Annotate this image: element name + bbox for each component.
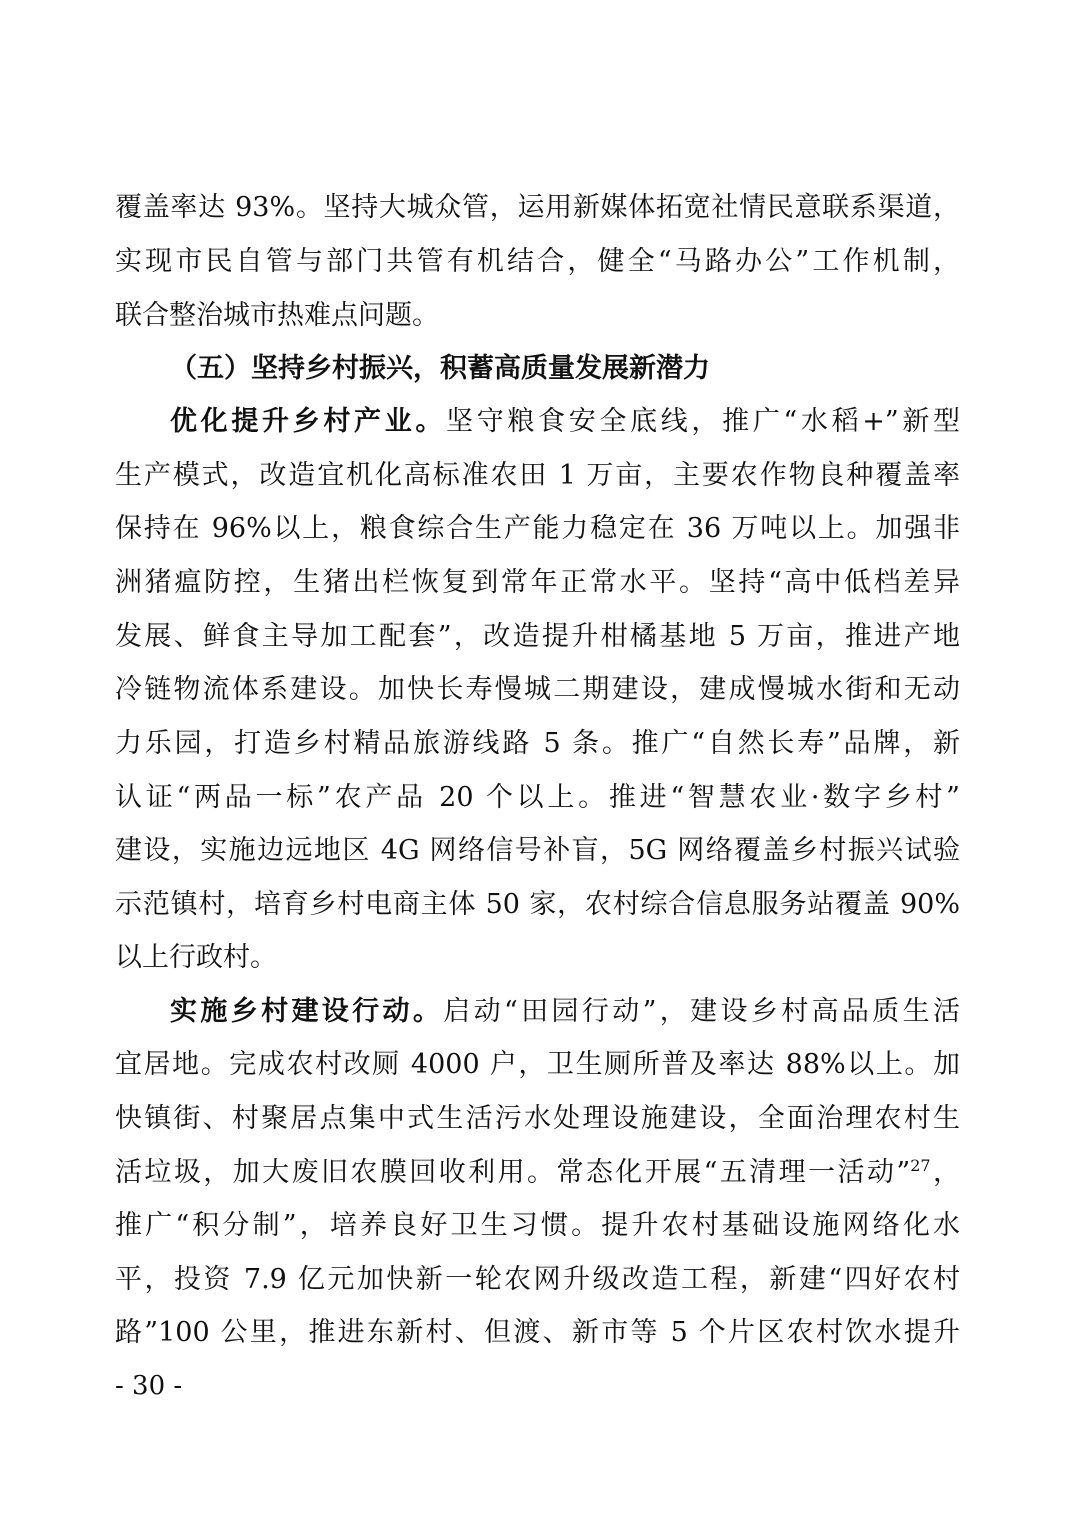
footnote-reference[interactable]: 27 [910,1156,931,1175]
paragraph-lead: 实施乡村建设行动。 [170,996,444,1027]
paragraph-line: 路”100 公里，推进东新村、但渡、新市等 5 个片区农村饮水提升 [115,1317,960,1348]
paragraph-line: 保持在 96%以上，粮食综合生产能力稳定在 36 万吨以上。加强非 [115,513,960,544]
paragraph-line: 发展、鲜食主导加工配套”，改造提升柑橘基地 5 万亩，推进产地 [115,621,960,652]
paragraph-first-line [170,402,960,442]
intro-line: 覆盖率达 93%。坚持大城众管，运用新媒体拓宽社情民意联系渠道， [115,192,960,223]
paragraph-line: 平，投资 7.9 亿元加快新一轮农网升级改造工程，新建“四好农村 [115,1264,960,1295]
paragraph-line [115,1153,960,1193]
paragraph-line: 宜居地。完成农村改厕 4000 户，卫生厕所普及率达 88%以上。加 [115,1049,960,1080]
paragraph-text: 坚守粮食安全底线，推广“水稻+”新型 [446,406,960,437]
paragraph-line: 以上行政村。 [115,942,277,973]
intro-line: 实现市民自管与部门共管有机结合，健全“马路办公”工作机制， [115,246,960,277]
paragraph-lead: 优化提升乡村产业。 [170,406,447,437]
paragraph-line: 洲猪瘟防控，生猪出栏恢复到常年正常水平。坚持“高中低档差异 [115,567,960,598]
paragraph-line: 认证“两品一标”农产品 20 个以上。推进“智慧农业·数字乡村” [115,782,960,813]
paragraph-line: 力乐园，打造乡村精品旅游线路 5 条。推广“自然长寿”品牌，新 [115,728,960,759]
paragraph-text: ， [930,1157,960,1188]
paragraph-line: 推广“积分制”，培养良好卫生习惯。提升农村基础设施网络化水 [115,1210,960,1241]
paragraph-line: 建设，实施边远地区 4G 网络信号补盲，5G 网络覆盖乡村振兴试验 [115,835,960,866]
paragraph-text: 活垃圾，加大废旧农膜回收利用。常态化开展“五清理一活动” [115,1157,911,1188]
paragraph-line: 生产模式，改造宜机化高标准农田 1 万亩，主要农作物良种覆盖率 [115,460,960,491]
intro-line: 联合整治城市热难点问题。 [115,300,439,331]
paragraph-first-line [170,992,960,1032]
paragraph-text: 启动“田园行动”，建设乡村高品质生活 [443,996,960,1027]
page-number: - 30 - [115,1371,183,1401]
paragraph-line: 冷链物流体系建设。加快长寿慢城二期建设，建成慢城水街和无动 [115,674,960,705]
paragraph-line: 快镇街、村聚居点集中式生活污水处理设施建设，全面治理农村生 [115,1103,960,1134]
paragraph-line: 示范镇村，培育乡村电商主体 50 家，农村综合信息服务站覆盖 90% [115,889,960,920]
section-heading: （五）坚持乡村振兴，积蓄高质量发展新潜力 [170,353,710,384]
